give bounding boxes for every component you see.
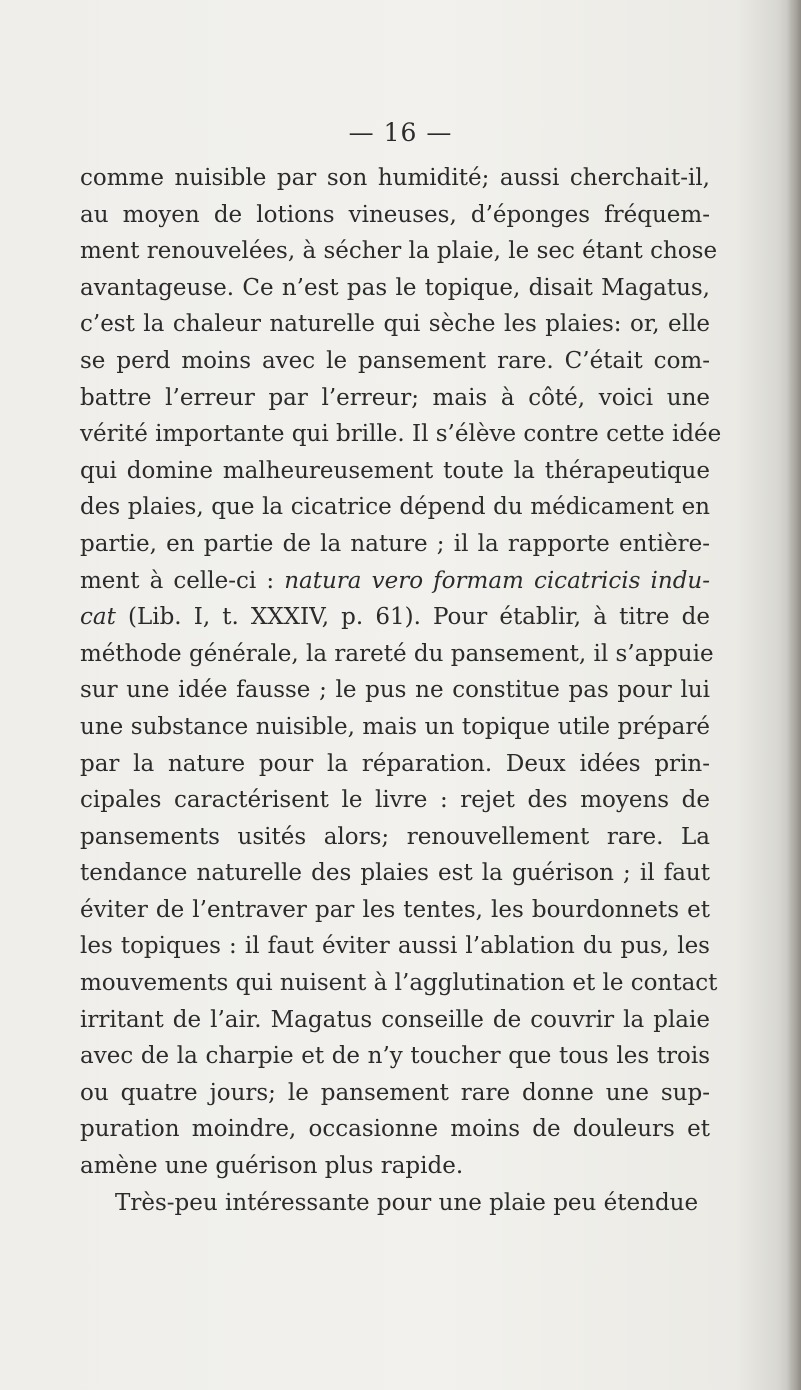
text-span: (Lib. I, t. XXXIV, p. 61). Pour établir, à titre de <box>115 604 710 631</box>
text-line: une substance nuisible, mais un topique utile préparé <box>80 713 710 740</box>
text-line: partie, en partie de la nature ; il la rapporte entière- <box>80 530 710 557</box>
text-line: tendance naturelle des plaies est la guérison ; il faut <box>80 860 710 887</box>
text-line <box>80 563 710 600</box>
latin-quote: natura vero formam cicatricis indu- <box>284 567 710 594</box>
text-line: avantageuse. Ce n’est pas le topique, disait Magatus, <box>80 274 710 301</box>
text-line <box>80 599 710 636</box>
text-line: sur une idée fausse ; le pus ne constitue pas pour lui <box>80 677 710 704</box>
text-line: au moyen de lotions vineuses, d’éponges fréquem- <box>80 201 710 228</box>
text-line: des plaies, que la cicatrice dépend du médicament en <box>80 494 710 521</box>
text-line: pansements usités alors; renouvellement rare. La <box>80 823 710 850</box>
text-line: qui domine malheureusement toute la thérapeutique <box>80 457 710 484</box>
page-edge-shadow <box>787 0 801 1390</box>
text-line: mouvements qui nuisent à l’agglutination et le contact <box>80 970 718 997</box>
text-line: vérité importante qui brille. Il s’élève contre cette idée <box>80 421 722 448</box>
text-line: avec de la charpie et de n’y toucher que tous les trois <box>80 1043 710 1070</box>
text-line: amène une guérison plus rapide. <box>80 1153 464 1180</box>
text-line: se perd moins avec le pansement rare. C’était com- <box>80 347 710 374</box>
text-line: puration moindre, occasionne moins de douleurs et <box>80 1116 710 1143</box>
text-line: cipales caractérisent le livre : rejet des moyens de <box>80 787 710 814</box>
text-line: éviter de l’entraver par les tentes, les bourdonnets et <box>80 896 710 923</box>
text-line: par la nature pour la réparation. Deux idées prin- <box>80 750 710 777</box>
text-span: ment à celle-ci : <box>80 567 285 594</box>
text-line: battre l’erreur par l’erreur; mais à côté, voici une <box>80 384 710 411</box>
text-line: Très-peu intéressante pour une plaie peu étendue <box>115 1189 699 1216</box>
text-line: ment renouvelées, à sécher la plaie, le sec étant chose <box>80 238 718 265</box>
body-text <box>80 160 722 1221</box>
latin-quote-end: cat <box>80 604 116 631</box>
text-line: les topiques : il faut éviter aussi l’ablation du pus, les <box>80 933 710 960</box>
page-number: — 16 — <box>348 118 453 147</box>
text-line: méthode générale, la rareté du pansement, il s’appuie <box>80 640 714 667</box>
text-line: irritant de l’air. Magatus conseille de couvrir la plaie <box>80 1006 710 1033</box>
text-line: ou quatre jours; le pansement rare donne une sup- <box>80 1079 710 1106</box>
text-line: c’est la chaleur naturelle qui sèche les plaies: or, elle <box>80 311 710 338</box>
text-line: comme nuisible par son humidité; aussi cherchait-il, <box>80 165 710 191</box>
